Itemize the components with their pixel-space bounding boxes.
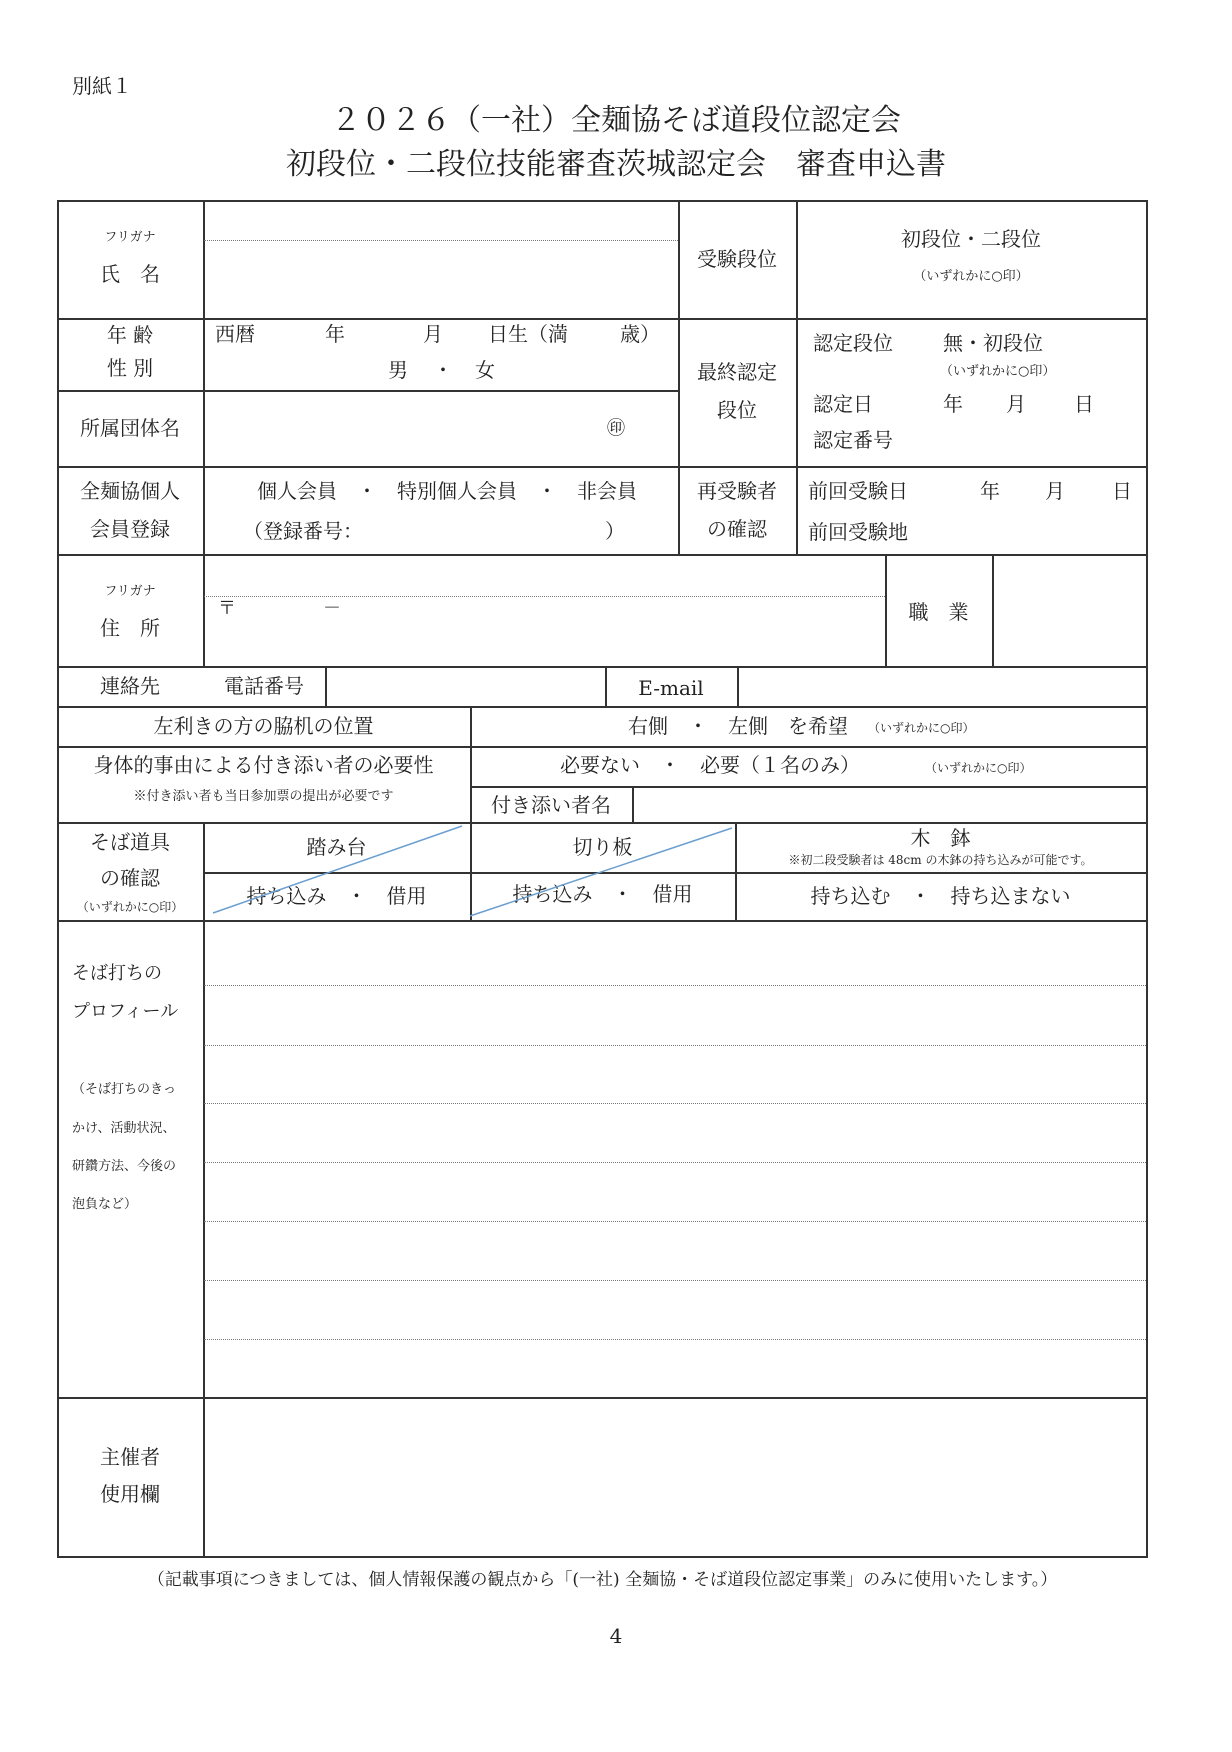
tool-options-kibachi[interactable]: 持ち込む ・ 持ち込まない — [810, 884, 1071, 908]
birth-year-unit: 年 — [325, 322, 345, 346]
profile-hint-1: （そば打ちのきっ — [72, 1082, 177, 1097]
annex-label: 別紙１ — [72, 74, 132, 98]
occupation-label: 職 業 — [908, 600, 969, 624]
gender-female[interactable]: 女 — [475, 358, 495, 382]
address-furigana-label: フリガナ — [104, 584, 156, 599]
exam-rank-label: 受験段位 — [697, 247, 777, 271]
prev-exam-place-label: 前回受験地 — [808, 520, 908, 544]
reg-number-open: （登録番号： — [243, 519, 363, 543]
attendant-note: ※付き添い者も当日参加票の提出が必要です — [133, 789, 394, 804]
lefty-options[interactable]: 右側 ・ 左側 を希望 — [628, 714, 848, 738]
attendant-label: 身体的事由による付き添い者の必要性 — [93, 753, 434, 777]
attendant-name-label: 付き添い者名 — [491, 793, 611, 817]
birth-era: 西暦 — [215, 322, 255, 346]
name-furigana-label: フリガナ — [104, 230, 156, 245]
retake-label-1: 再受験者 — [697, 479, 777, 503]
tools-label-2: の確認 — [100, 866, 160, 890]
final-rank-label-2: 段位 — [717, 398, 757, 422]
attendant-circle-note: （いずれかに○印） — [925, 761, 1032, 775]
postal-mark: 〒 — [218, 598, 236, 619]
gender-male[interactable]: 男 — [388, 358, 408, 382]
exam-rank-options[interactable]: 初段位・二段位 — [901, 227, 1041, 251]
age-label: 年 齢 — [106, 323, 154, 347]
cert-rank-label: 認定段位 — [813, 331, 893, 355]
tool-name-kibachi: 木 鉢 — [910, 826, 971, 850]
cert-rank-circle-note: （いずれかに○印） — [940, 364, 1056, 379]
cert-date-month: 月 — [1006, 392, 1026, 416]
prev-exam-day: 日 — [1112, 479, 1132, 503]
profile-label-2: プロフィール — [72, 1001, 179, 1022]
retake-label-2: の確認 — [707, 517, 767, 541]
gender-label: 性 別 — [106, 356, 154, 380]
page-title-line-1: ２０２６（一社）全麺協そば道段位認定会 — [331, 103, 901, 138]
cert-date-year: 年 — [943, 392, 963, 416]
exam-rank-circle-note: （いずれかに○印） — [913, 269, 1029, 284]
attendant-options[interactable]: 必要ない ・ 必要（１名のみ） — [560, 753, 860, 777]
cert-rank-options[interactable]: 無・初段位 — [943, 331, 1043, 355]
profile-label-1: そば打ちの — [72, 963, 162, 984]
page-number: 4 — [609, 1624, 623, 1648]
reg-number-close: ） — [605, 519, 625, 543]
organizer-label-1: 主催者 — [100, 1445, 160, 1469]
strike-line-step-stool — [213, 826, 462, 913]
prev-exam-month: 月 — [1045, 479, 1065, 503]
age-unit: 歳） — [620, 322, 660, 346]
gender-separator: ・ — [433, 358, 453, 382]
profile-hint-3: 研鑽方法、今後の — [72, 1159, 177, 1174]
footer-note: （記載事項につきましては、個人情報保護の観点から「(一社) 全麺協・そば道段位認定事業」のみに使用いたします。） — [147, 1570, 1058, 1590]
final-rank-label-1: 最終認定 — [697, 360, 777, 384]
organizer-label-2: 使用欄 — [100, 1482, 160, 1506]
page-title-line-2: 初段位・二段位技能審査茨城認定会 審査申込書 — [286, 147, 946, 182]
tool-note-kibachi: ※初二段受験者は 48cm の木鉢の持ち込みが可能です。 — [788, 853, 1093, 867]
cert-date-label: 認定日 — [813, 392, 873, 416]
profile-hint-4: 泡負など） — [72, 1197, 138, 1212]
tool-options-step-stool[interactable]: 持ち込み ・ 借用 — [246, 884, 427, 908]
tools-circle-note: （いずれかに○印） — [76, 900, 184, 914]
cert-date-day: 日 — [1074, 392, 1094, 416]
tool-name-step-stool: 踏み台 — [306, 835, 367, 859]
email-label: E-mail — [638, 676, 704, 700]
profile-hint-2: かけ、活動状況、 — [72, 1121, 176, 1136]
seal-mark: ㊞ — [607, 418, 625, 439]
address-label: 住 所 — [100, 616, 160, 640]
prev-exam-year: 年 — [980, 479, 1000, 503]
tool-name-cutting-board: 切り板 — [572, 835, 633, 859]
phone-label: 電話番号 — [224, 674, 304, 698]
lefty-label: 左利きの方の脇机の位置 — [153, 714, 374, 738]
strike-line-cutting-board — [470, 828, 732, 916]
tools-label-1: そば道具 — [90, 830, 170, 854]
name-label: 氏 名 — [100, 262, 160, 286]
lefty-circle-note: （いずれかに○印） — [868, 721, 975, 735]
postal-dash: － — [323, 598, 341, 619]
contact-label: 連絡先 — [100, 674, 160, 698]
member-label-2: 会員登録 — [90, 517, 170, 541]
profile-textarea[interactable] — [210, 926, 1144, 1395]
cert-number-label: 認定番号 — [813, 428, 893, 452]
org-label: 所属団体名 — [80, 416, 180, 440]
prev-exam-date-label: 前回受験日 — [808, 479, 908, 503]
birth-day-unit: 日生（満 — [488, 322, 568, 346]
birth-month-unit: 月 — [423, 322, 443, 346]
member-options[interactable]: 個人会員 ・ 特別個人会員 ・ 非会員 — [257, 479, 637, 503]
tool-options-cutting-board[interactable]: 持ち込み ・ 借用 — [512, 882, 693, 906]
member-label-1: 全麺協個人 — [80, 479, 180, 503]
